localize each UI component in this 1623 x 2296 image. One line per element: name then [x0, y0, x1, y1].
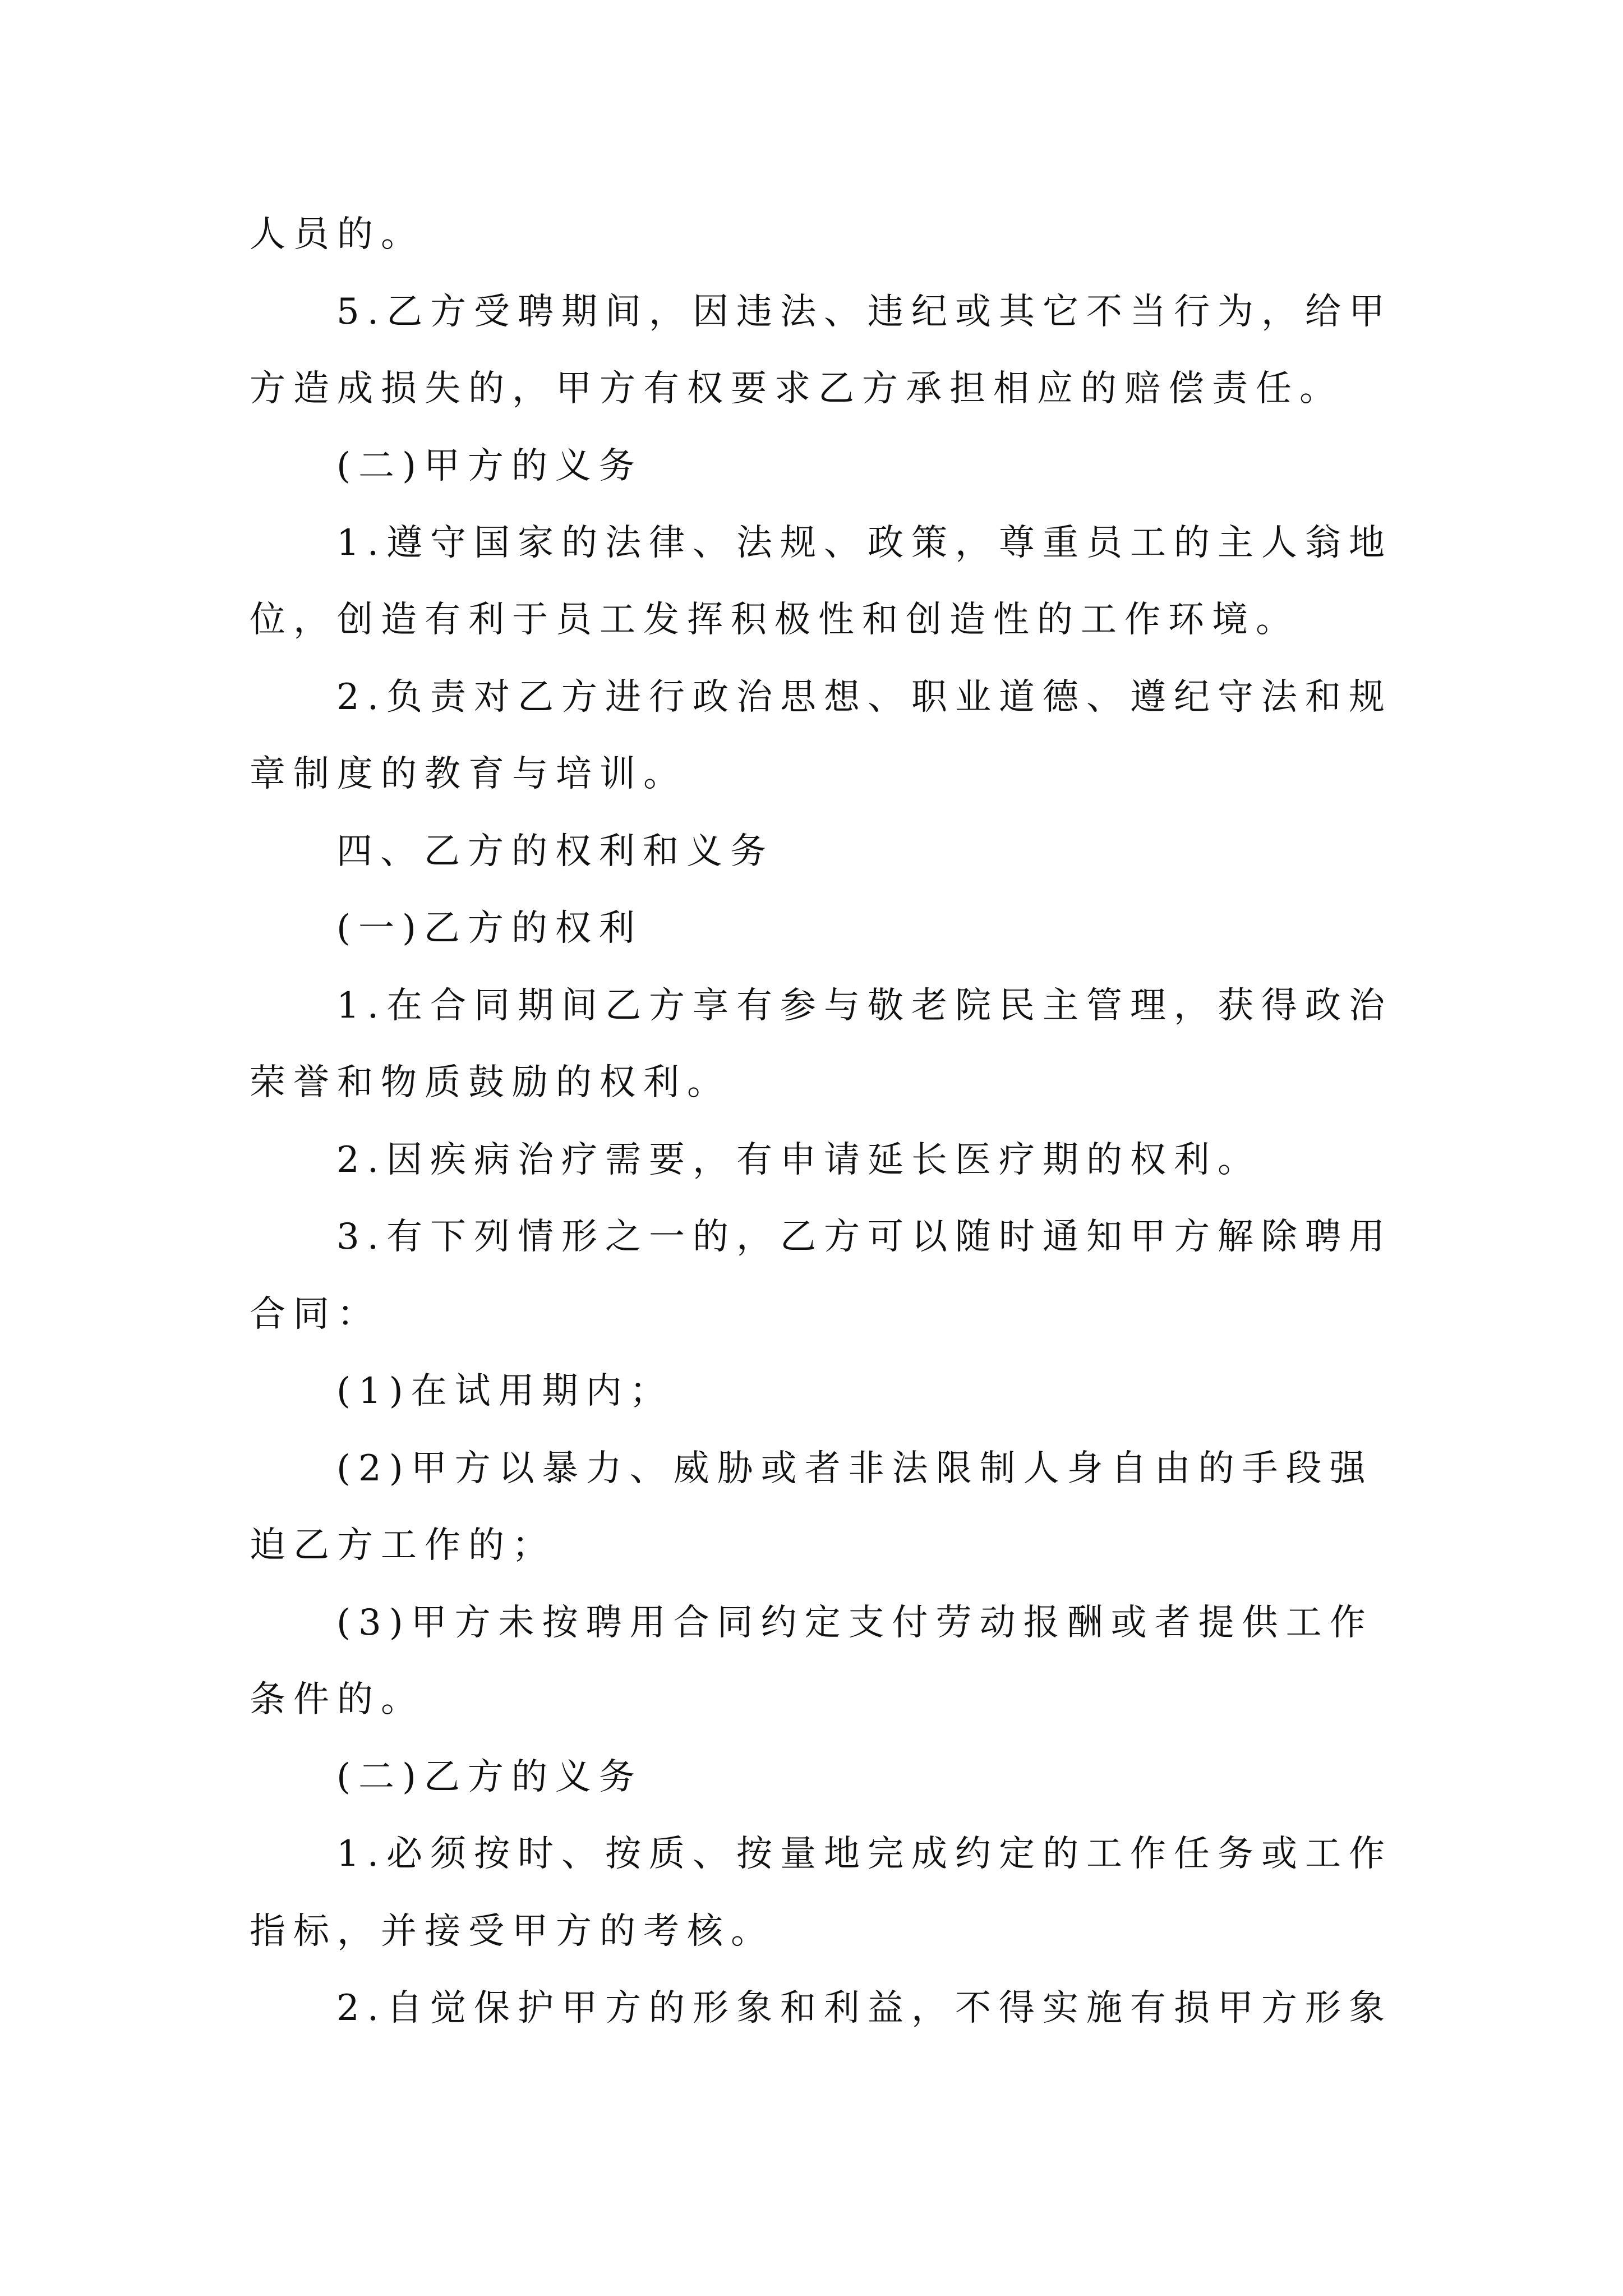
text-line: 合同： [250, 1294, 381, 1335]
text-line: 3.有下列情形之一的，乙方可以随时通知甲方解除聘用 [336, 1216, 1393, 1258]
text-line: 2.自觉保护甲方的形象和利益，不得实施有损甲方形象 [336, 1987, 1393, 2029]
section-heading: (一)乙方的权利 [336, 908, 643, 949]
text-line: 5.乙方受聘期间，因违法、违纪或其它不当行为，给甲 [336, 291, 1393, 333]
section-heading: (二)甲方的义务 [336, 445, 643, 487]
text-line: 1.在合同期间乙方享有参与敬老院民主管理，获得政治 [336, 985, 1393, 1027]
text-line: 章制度的教育与培训。 [250, 753, 687, 795]
text-line: 位，创造有利于员工发挥积极性和创造性的工作环境。 [250, 599, 1299, 641]
text-line: (2)甲方以暴力、威胁或者非法限制人身自由的手段强 [336, 1448, 1373, 1489]
text-line: 2.因疾病治疗需要，有申请延长医疗期的权利。 [336, 1139, 1262, 1181]
text-line: 人员的。 [250, 214, 425, 255]
text-line: 荣誉和物质鼓励的权利。 [250, 1062, 731, 1103]
section-heading: (二)乙方的义务 [336, 1756, 643, 1798]
text-line: (1)在试用期内； [336, 1370, 674, 1412]
text-line: 方造成损失的，甲方有权要求乙方承担相应的赔偿责任。 [250, 368, 1343, 409]
text-line: (3)甲方未按聘用合同约定支付劳动报酬或者提供工作 [336, 1602, 1373, 1644]
section-heading: 四、乙方的权利和义务 [336, 831, 774, 872]
text-line: 1.必须按时、按质、按量地完成约定的工作任务或工作 [336, 1833, 1393, 1875]
text-line: 1.遵守国家的法律、法规、政策，尊重员工的主人翁地 [336, 522, 1393, 564]
text-line: 迫乙方工作的； [250, 1525, 556, 1566]
text-line: 2.负责对乙方进行政治思想、职业道德、遵纪守法和规 [336, 677, 1393, 718]
text-line: 条件的。 [250, 1679, 425, 1720]
text-line: 指标，并接受甲方的考核。 [250, 1911, 774, 1952]
